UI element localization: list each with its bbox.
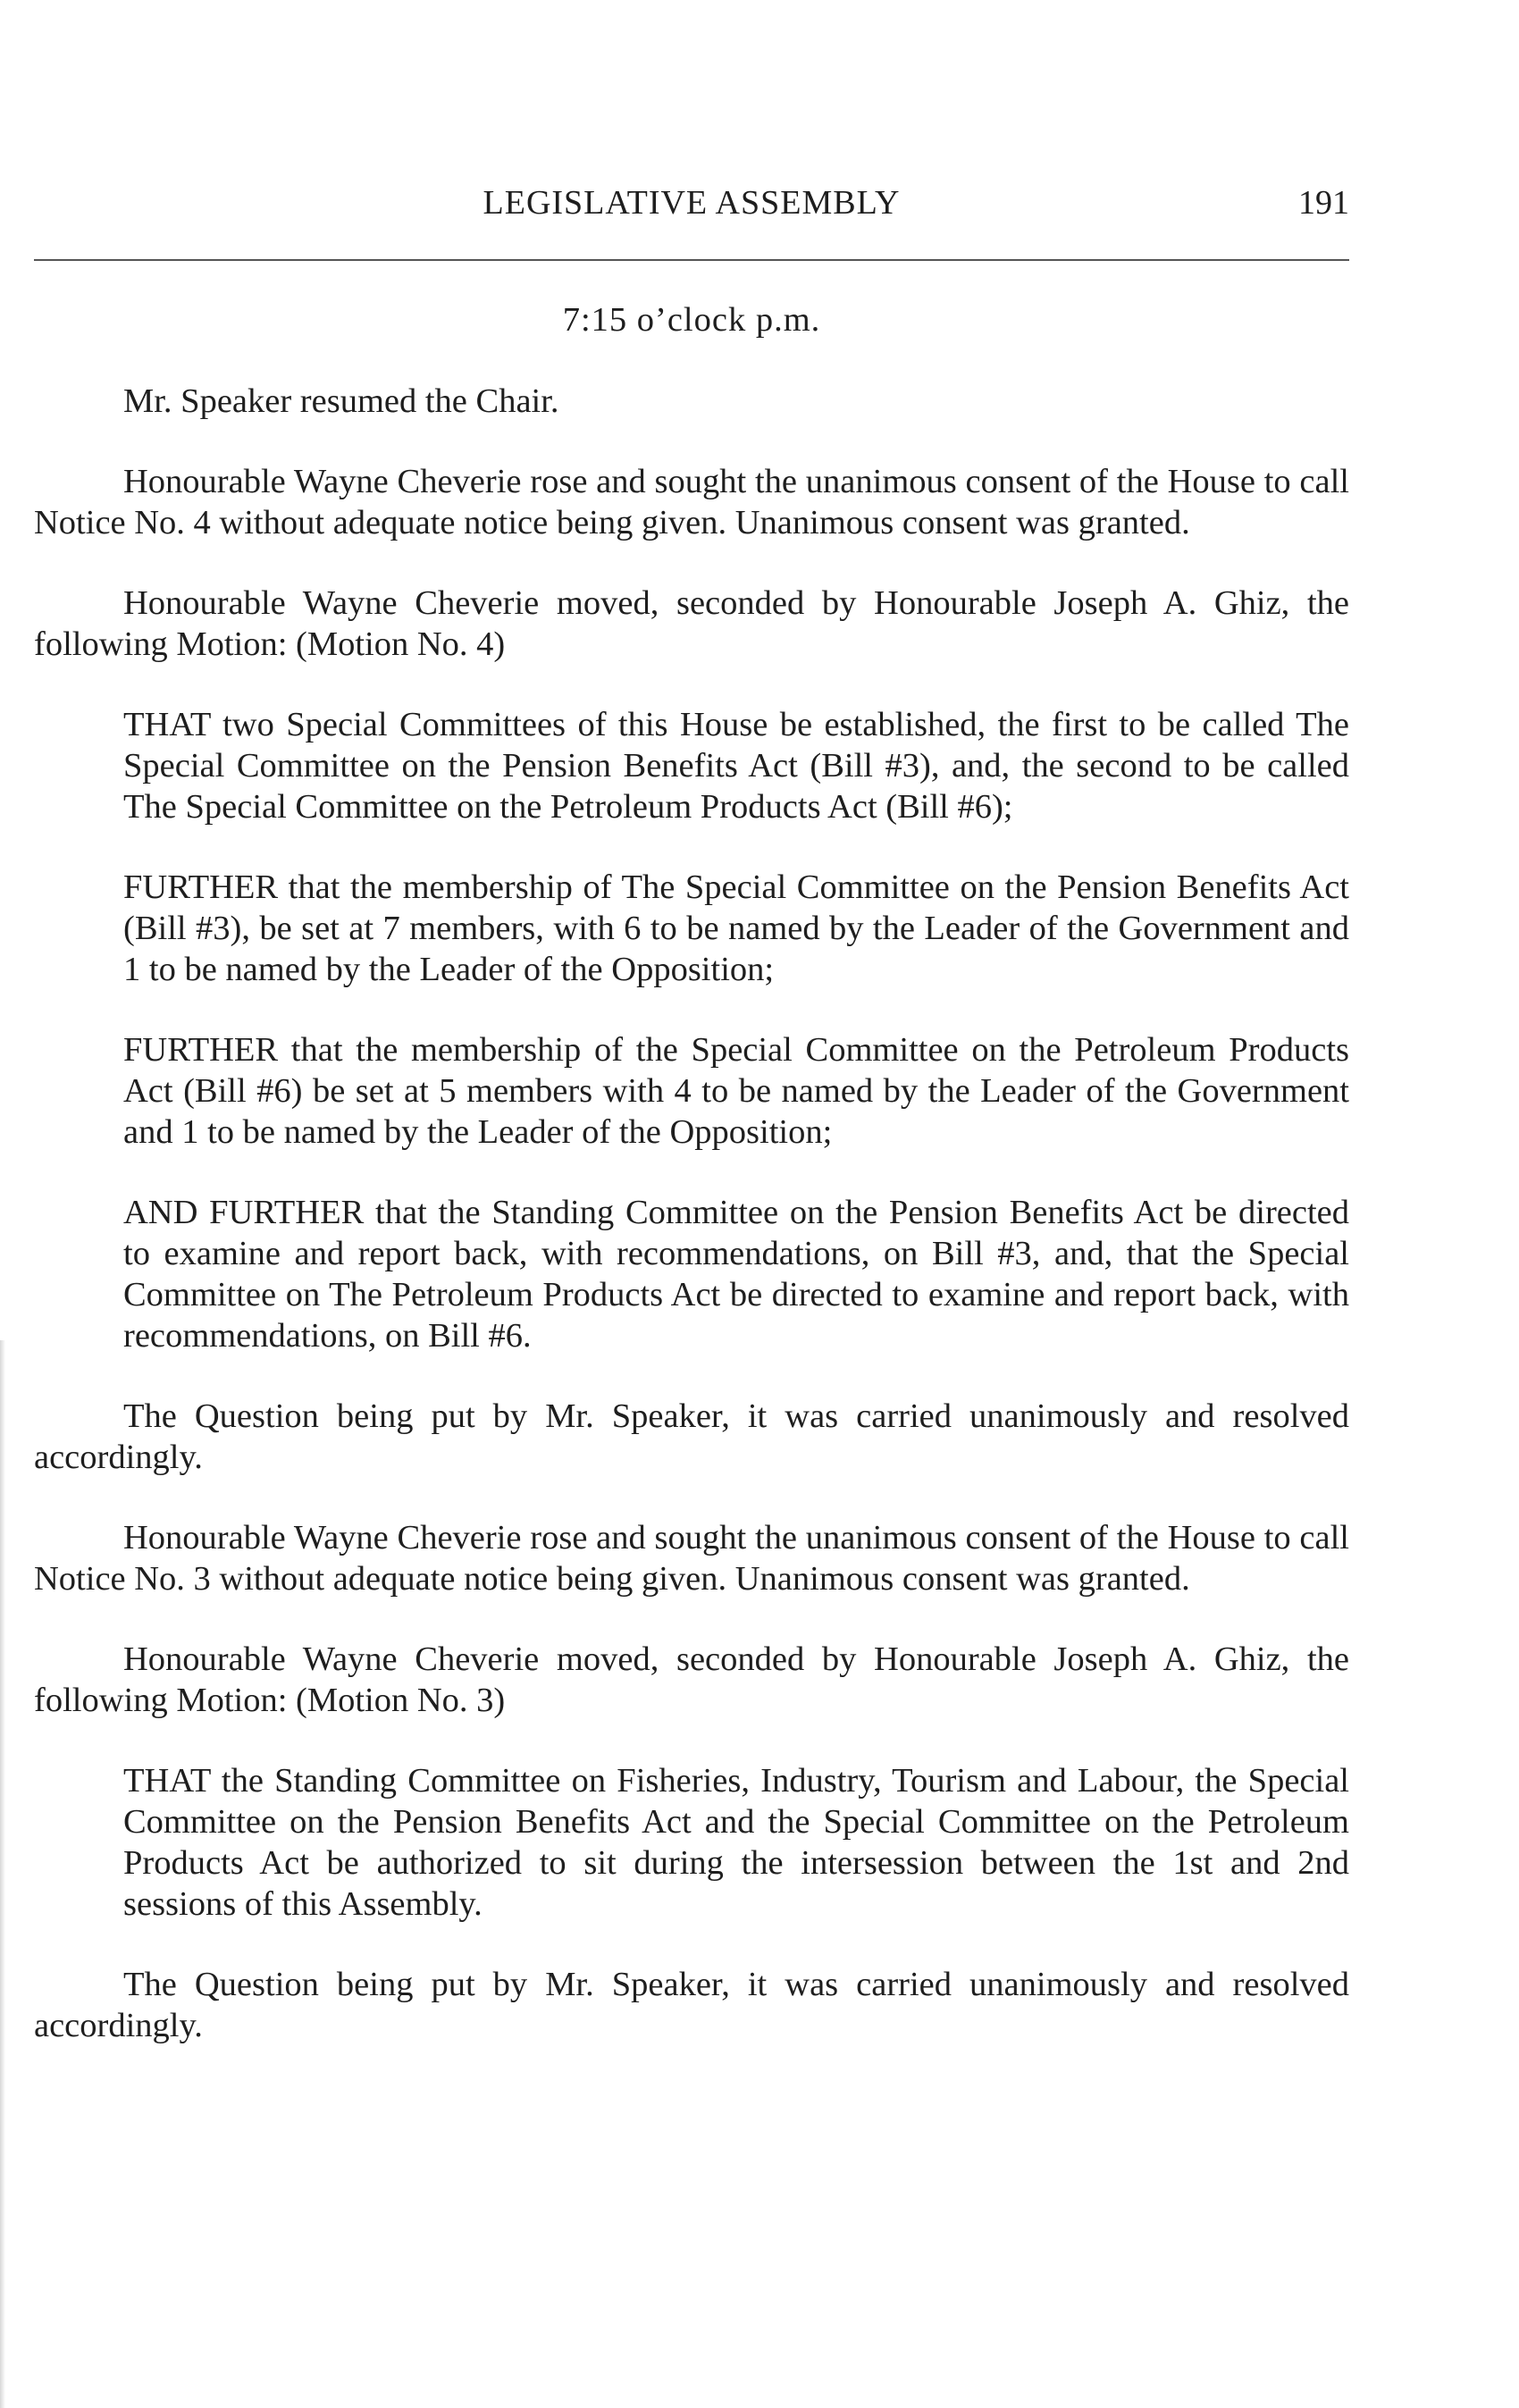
- paragraph-motion-3-intro: Honourable Wayne Cheverie moved, seconded by Honourable Joseph A. Ghiz, the following Motion: (Motion No. 3): [34, 1640, 1349, 1719]
- motion-4-clause-petroleum-membership: FURTHER that the membership of the Special Committee on the Petroleum Products Act (Bill #6) be set at 5 members with 4 to be named by the Leader of the Government and 1 to be named by the Leader of the Opposition;: [123, 1031, 1349, 1151]
- motion-4-clause-direction: AND FURTHER that the Standing Committee on the Pension Benefits Act be directed to examine and report back, with recommendations, on Bill #3, and, that the Special Committee on The Petroleum Products Act be directed to examine and report back, with recommendations, on Bill #6.: [123, 1194, 1349, 1355]
- paragraph-motion-4-intro: Honourable Wayne Cheverie moved, seconded by Honourable Joseph A. Ghiz, the following Motion: (Motion No. 4): [34, 584, 1349, 663]
- scan-edge-shadow: [0, 1340, 5, 2408]
- header-rule: [34, 259, 1349, 261]
- paragraph-consent-notice-3: Honourable Wayne Cheverie rose and sought the unanimous consent of the House to call Notice No. 3 without adequate notice being given. Unanimous consent was granted.: [34, 1519, 1349, 1598]
- session-time: 7:15 o’clock p.m.: [562, 301, 821, 339]
- running-head: LEGISLATIVE ASSEMBLY: [483, 184, 901, 222]
- page-number: 191: [1298, 184, 1349, 222]
- paragraph-consent-notice-4: Honourable Wayne Cheverie rose and sought the unanimous consent of the House to call Notice No. 4 without adequate notice being given. Unanimous consent was granted.: [34, 463, 1349, 541]
- paragraph-speaker-resumed: Mr. Speaker resumed the Chair.: [123, 382, 559, 420]
- motion-4-clause-pension-membership: FURTHER that the membership of The Special Committee on the Pension Benefits Act (Bill #3), be set at 7 members, with 6 to be named by the Leader of the Government and 1 to be named by the Leader of the Opposition;: [123, 868, 1349, 988]
- paragraph-motion-3-result: The Question being put by Mr. Speaker, it was carried unanimously and resolved accordingly.: [34, 1966, 1349, 2044]
- paragraph-motion-4-result: The Question being put by Mr. Speaker, it was carried unanimously and resolved accordingly.: [34, 1397, 1349, 1476]
- motion-4-clause-establish: THAT two Special Committees of this House be established, the first to be called The Special Committee on the Pension Benefits Act (Bill #3), and, the second to be called The Special Committee on the Petroleum Products Act (Bill #6);: [123, 706, 1349, 826]
- page-header: [34, 183, 1349, 237]
- motion-3-clause-authorize: THAT the Standing Committee on Fisheries, Industry, Tourism and Labour, the Special Committee on the Pension Benefits Act and the Special Committee on the Petroleum Products Act be authorized to sit during the intersession between the 1st and 2nd sessions of this Assembly.: [123, 1762, 1349, 1923]
- document-body: [34, 299, 1349, 2085]
